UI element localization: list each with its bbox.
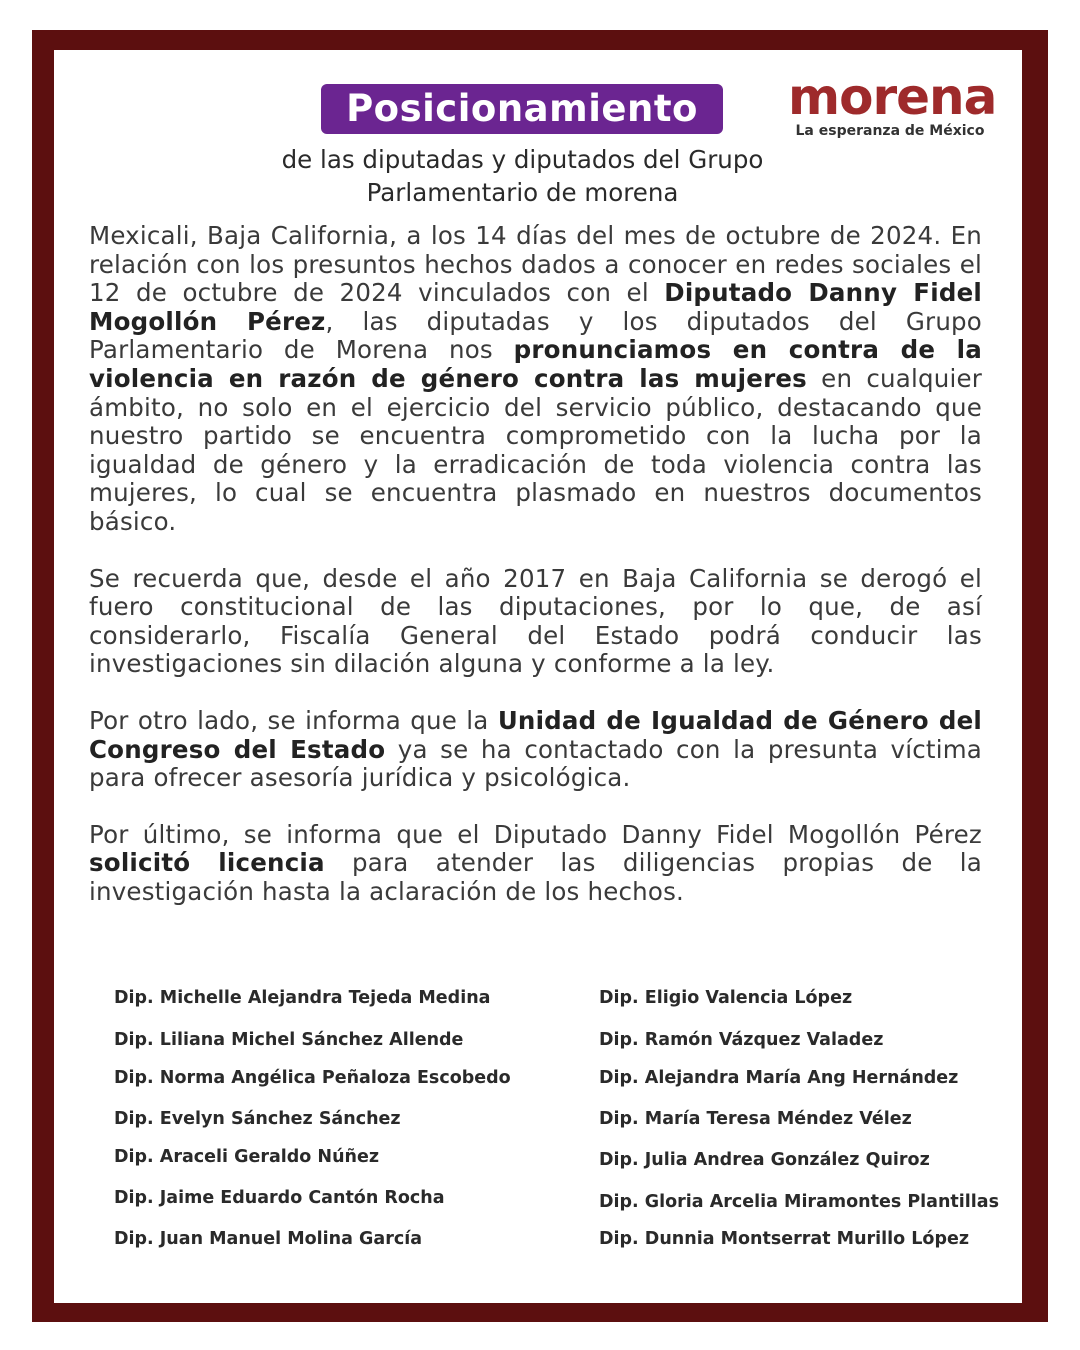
paragraph-1-text-a: Mexicali, Baja California, a los 14 días del mes de octubre de 2024. En relación con los presuntos hechos dados a conocer en redes sociales el 12 de octubre de 2024 vinculados con el: [89, 221, 982, 308]
paragraph-3-bold-unit: Unidad de Igualdad de Género del Congreso del Estado: [89, 705, 982, 764]
paragraph-4-text-c: para atender las diligencias propias de la investigación hasta la aclaración de los hechos.: [89, 848, 983, 906]
signer-name: Dip. Gloria Arcelia Miramontes Plantillas: [599, 1192, 1000, 1212]
subtitle-line-1: de las diputadas y diputados del Grupo: [281, 145, 764, 174]
signer-name: Dip. Eligio Valencia López: [599, 988, 853, 1008]
paragraph-1-bold-name: Diputado Danny Fidel Mogollón Pérez: [89, 278, 982, 336]
signer-name: Dip. Michelle Alejandra Tejeda Medina: [114, 988, 491, 1008]
paragraph-1: [89, 222, 982, 537]
signer-name: Dip. Ramón Vázquez Valadez: [599, 1030, 884, 1050]
paragraph-1-text-c: , las diputadas y los diputados del Grupo Parlamentario de Morena nos: [89, 306, 982, 365]
signer-name: Dip. Araceli Geraldo Núñez: [114, 1147, 380, 1167]
paragraph-3-text-a: Por otro lado, se informa que la: [89, 705, 498, 735]
signer-name: Dip. Jaime Eduardo Cantón Rocha: [114, 1188, 445, 1208]
paragraph-4: [89, 821, 982, 907]
signer-name: Dip. Liliana Michel Sánchez Allende: [114, 1030, 464, 1050]
signer-name: Dip. Julia Andrea González Quiroz: [599, 1150, 930, 1170]
signer-name: Dip. Dunnia Montserrat Murillo López: [599, 1229, 970, 1249]
paragraph-1-bold-statement: pronunciamos en contra de la violencia en razón de género contra las mujeres: [89, 335, 982, 393]
paragraph-4-text-a: Por último, se informa que el Diputado Danny Fidel Mogollón Pérez: [89, 819, 982, 849]
paragraph-3: [89, 707, 982, 793]
subtitle: [200, 143, 845, 209]
paragraph-3-text-c: ya se ha contactado con la presunta víctima para ofrecer asesoría jurídica y psicológica.: [89, 734, 982, 793]
signer-name: Dip. Norma Angélica Peñaloza Escobedo: [114, 1068, 511, 1088]
paragraph-1-text-e: en cualquier ámbito, no solo en el ejercicio del servicio público, destacando que nuestro partido se encuentra comprometido con la lucha por la igualdad de género y la erradicación de toda violencia contra las mujeres, lo cual se encuentra plasmado en nuestros documentos básico.: [89, 363, 983, 536]
logo-wordmark: morena: [788, 68, 997, 126]
paragraph-2: Se recuerda que, desde el año 2017 en Baja California se derogó el fuero constitucional de las diputaciones, por lo que, de así considerarlo, Fiscalía General del Estado podrá conducir las investigaciones sin dilación alguna y conforme a la ley.: [89, 563, 982, 679]
signer-name: Dip. Alejandra María Ang Hernández: [599, 1068, 959, 1088]
paragraph-4-bold-licence: solicitó licencia: [89, 848, 325, 878]
page-title: Posicionamiento: [321, 84, 723, 134]
signer-name: Dip. Evelyn Sánchez Sánchez: [114, 1109, 401, 1129]
logo-tagline: La esperanza de México: [795, 123, 985, 139]
statement-body: [89, 222, 982, 934]
subtitle-line-2: Parlamentario de morena: [366, 178, 679, 207]
morena-logo: [788, 68, 997, 139]
signer-name: Dip. Juan Manuel Molina García: [114, 1229, 423, 1249]
signer-name: Dip. María Teresa Méndez Vélez: [599, 1109, 912, 1129]
